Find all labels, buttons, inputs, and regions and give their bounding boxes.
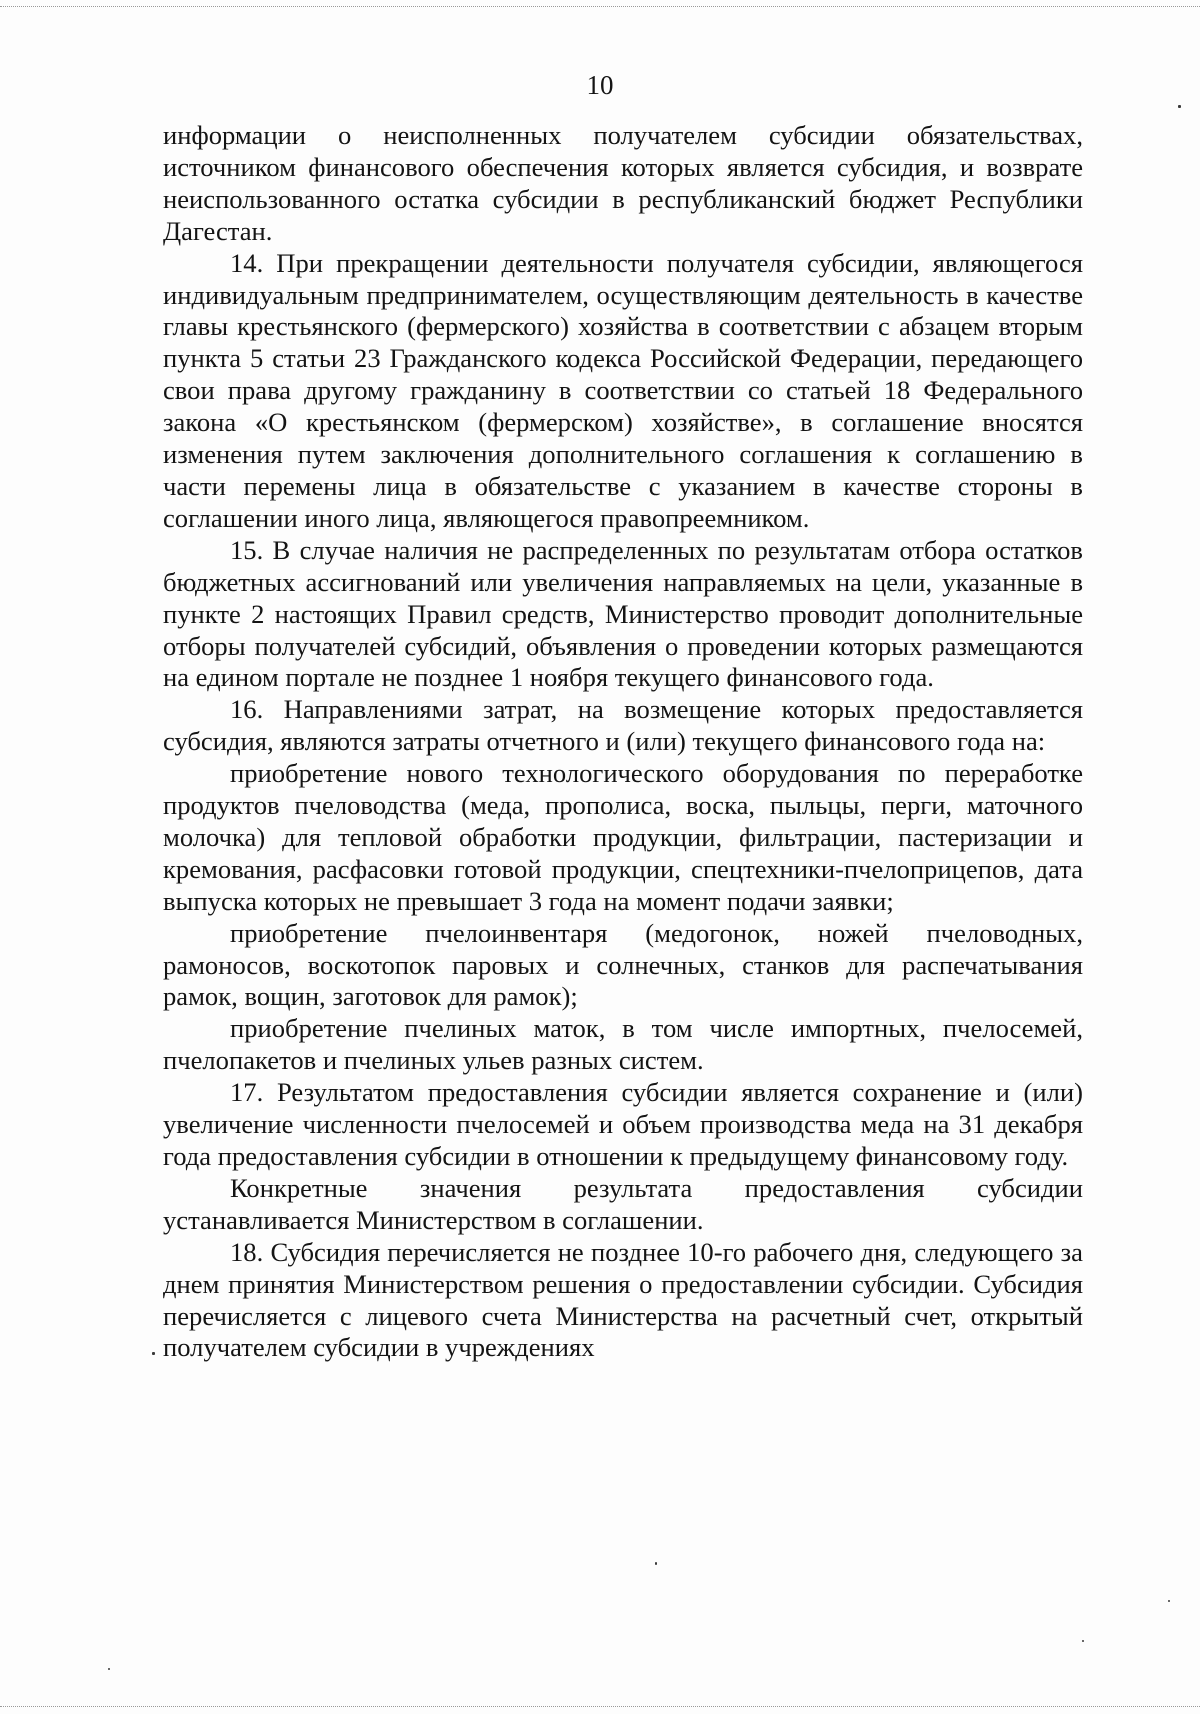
paragraph-16-item-queens: приобретение пчелиных маток, в том числе импортных, пчелосемей, пчелопакетов и пчелиных ульев разных систем. bbox=[163, 1013, 1083, 1076]
paragraph-17-values: Конкретные значения результата предоставления субсидии устанавливается Министерством в соглашении. bbox=[163, 1172, 1083, 1235]
scan-speck bbox=[1168, 1600, 1170, 1602]
document-body bbox=[163, 120, 1083, 1364]
paragraph-16: 16. Направлениями затрат, на возмещение которых предоставляется субсидия, являются затраты отчетного и (или) текущего финансового года на: bbox=[163, 694, 1083, 757]
scan-speck bbox=[108, 1668, 110, 1670]
scan-speck bbox=[152, 1352, 155, 1355]
scan-speck bbox=[1178, 105, 1181, 108]
scan-speck bbox=[1082, 1640, 1084, 1642]
paragraph-16-item-equipment: приобретение нового технологического оборудования по переработке продуктов пчеловодства (меда, прополиса, воска, пыльцы, перги, маточного молочка) для тепловой обработки продукции, фильтрации, пастеризации и кремования, расфасовки готовой продукции, спецтехники-пчелоприцепов, дата выпуска которых не превышает 3 года на момент подачи заявки; bbox=[163, 758, 1083, 916]
page-number: 10 bbox=[586, 70, 614, 100]
paragraph-15: 15. В случае наличия не распределенных по результатам отбора остатков бюджетных ассигнований или увеличения направляемых на цели, указанные в пункте 2 настоящих Правил средств, Министерство проводит дополнительные отборы получателей субсидий, объявления о проведении которых размещаются на едином портале не позднее 1 ноября текущего финансового года. bbox=[163, 534, 1083, 693]
scan-speck bbox=[655, 1562, 657, 1565]
scan-edge-bottom bbox=[0, 1706, 1200, 1708]
paragraph-continuation: информации о неисполненных получателем субсидии обязательствах, источником финансового обеспечения которых является субсидия, и возврате неиспользованного остатка субсидии в республиканский бюджет Республики Дагестан. bbox=[163, 120, 1083, 246]
scan-edge-top bbox=[0, 6, 1200, 8]
paragraph-18: 18. Субсидия перечисляется не позднее 10-го рабочего дня, следующего за днем принятия Министерством решения о предоставлении субсидии. Субсидия перечисляется с лицевого счета Министерства на расчетный счет, открытый получателем субсидии в учреждениях bbox=[163, 1236, 1083, 1363]
paragraph-17: 17. Результатом предоставления субсидии является сохранение и (или) увеличение численности пчелосемей и объем производства меда на 31 декабря года предоставления субсидии в отношении к предыдущему финансовому году. bbox=[163, 1077, 1083, 1171]
paragraph-16-item-inventory: приобретение пчелоинвентаря (медогонок, ножей пчеловодных, рамоносов, воскотопок паровых и солнечных, станков для распечатывания рамок, вощин, заготовок для рамок); bbox=[163, 917, 1083, 1012]
paragraph-14: 14. При прекращении деятельности получателя субсидии, являющегося индивидуальным предпринимателем, осуществляющим деятельность в качестве главы крестьянского (фермерского) хозяйства в соответствии с абзацем вторым пункта 5 статьи 23 Гражданского кодекса Российской Федерации, передающего свои права другому гражданину в соответствии со статьей 18 Федерального закона «О крестьянском (фермерском) хозяйстве», в соглашение вносятся изменения путем заключения дополнительного соглашения к соглашению в части перемены лица в обязательстве с указанием в качестве стороны в соглашении иного лица, являющегося правопреемником. bbox=[163, 247, 1083, 533]
